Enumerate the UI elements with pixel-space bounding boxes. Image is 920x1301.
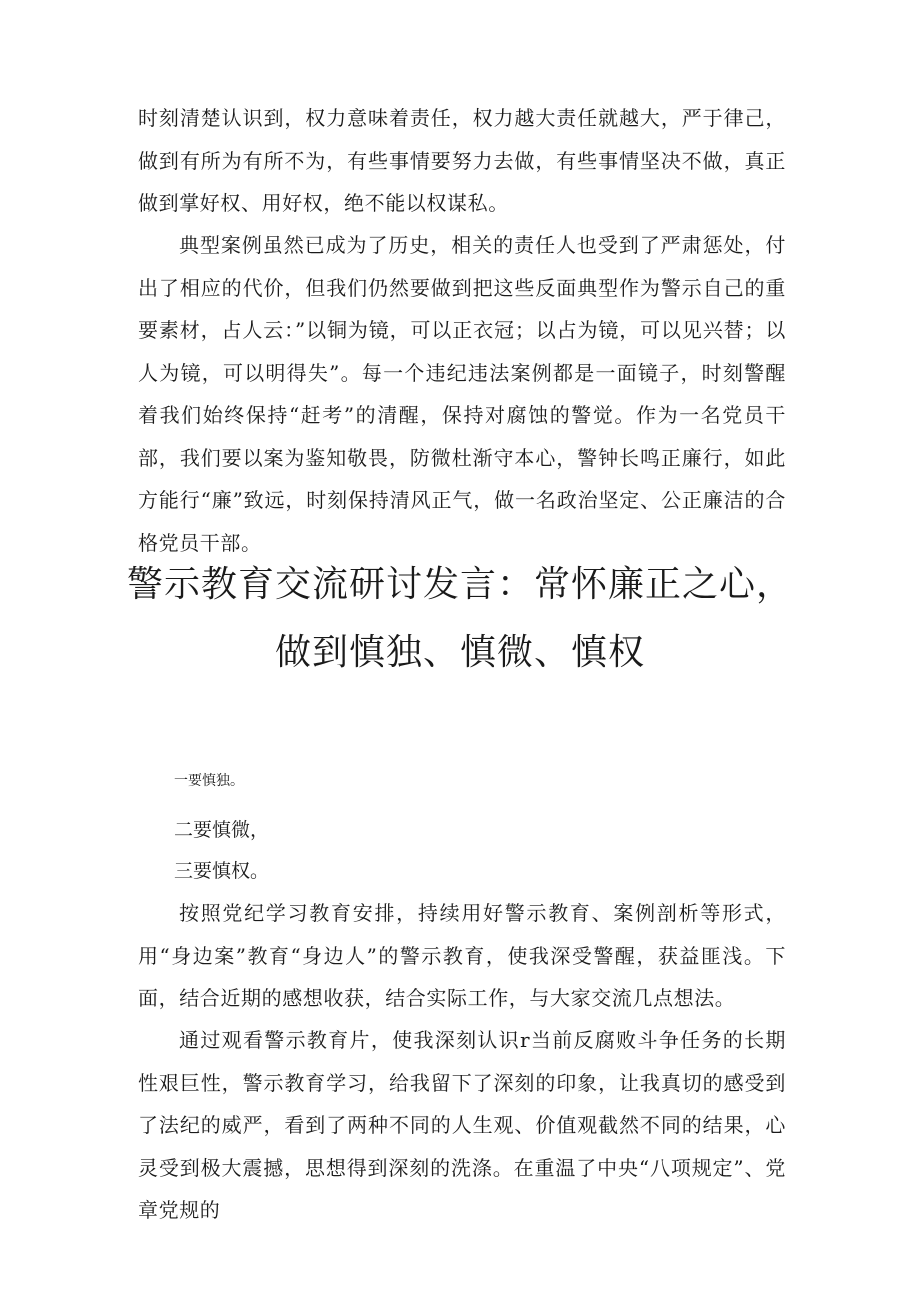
document-title-line2: 做到慎独、慎微、慎权 [274, 632, 645, 673]
document-title-line1: 警示教育交流研讨发言：常怀廉正之心， [126, 564, 793, 605]
point-item-2: 二要慎微， [174, 819, 270, 841]
point-item-1: 一要慎独。 [174, 773, 244, 789]
paragraph-reflection: 通过观看警示教育片，使我深刻认识r当前反腐败斗争任务的长期性艰巨性，警示教育学习，给我留下了深刻的印象，让我真切的感受到了法纪的威严，看到了两种不同的人生观、价值观截然不同的结果，心灵受到极大震撼，思想得到深刻的洗涤。在重温了中央“八项规定”、党章党规的 [138, 1028, 786, 1222]
paragraph-power-responsibility: 时刻清楚认识到，权力意味着责任，权力越大责任就越大，严于律己，做到有所为有所不为，有些事情要努力去做，有些事情坚决不做，真正做到掌好权、用好权，绝不能以权谋私。 [138, 106, 786, 215]
point-item-3: 三要慎权。 [174, 860, 270, 882]
paragraph-typical-cases: 典型案例虽然已成为了历史，相关的责任人也受到了严肃惩处，付出了相应的代价，但我们仍然要做到把这些反面典型作为警示自己的重要素材，占人云：”以铜为镜，可以正衣冠；以占为镜，可以见兴替；以人为镜，可以明得失”。每一个违纪违法案例都是一面镜子，时刻警醒着我们始终保持“赶考”的清醒，保持对腐蚀的警觉。作为一名党员干部，我们要以案为鉴知敬畏，防微杜渐守本心，警钟长鸣正廉行，如此方能行“廉”致远，时刻保持清风正气，做一名政治坚定、公正廉洁的合格党员干部。 [138, 233, 786, 555]
paragraph-intro: 按照党纪学习教育安排，持续用好警示教育、案例剖析等形式，用“身边案”教育“身边人”的警示教育，使我深受警醒，获益匪浅。下面，结合近期的感想收获，结合实际工作，与大家交流几点想法。 [138, 901, 786, 1010]
